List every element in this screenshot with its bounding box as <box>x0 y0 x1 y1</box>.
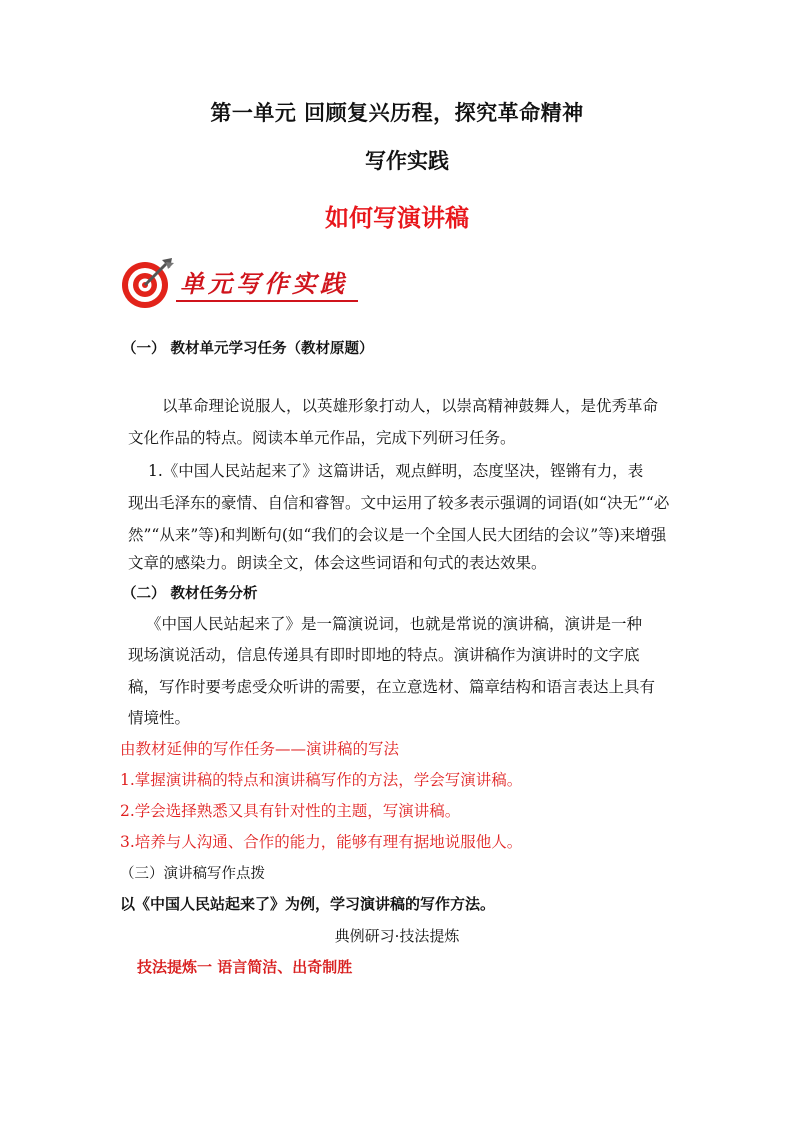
analysis-line-2: 现场演说活动，信息传递具有即时即地的特点。演讲稿作为演讲时的文字底 <box>128 646 640 664</box>
goal-item-3: 3.培养与人沟通、合作的能力，能够有理有据地说服他人。 <box>120 833 523 851</box>
banner-label: 单元写作实践 <box>180 269 348 298</box>
topic-title: 如何写演讲稿 <box>325 204 469 232</box>
intro-line-2: 文化作品的特点。阅读本单元作品，完成下列研习任务。 <box>128 429 516 447</box>
goal-item-2: 2.学会选择熟悉又具有针对性的主题，写演讲稿。 <box>120 802 461 820</box>
intro-line-1: 以革命理论说服人，以英雄形象打动人，以崇高精神鼓舞人，是优秀革命 <box>162 397 659 415</box>
technique-heading: 技法提炼一 语言简洁、出奇制胜 <box>137 958 353 976</box>
analysis-line-1: 《中国人民站起来了》是一篇演说词，也就是常说的演讲稿，演讲是一种 <box>146 615 643 633</box>
banner-underline <box>176 300 358 302</box>
section2-heading: （二） 教材任务分析 <box>122 586 258 602</box>
goal-item-1: 1.掌握演讲稿的特点和演讲稿写作的方法，学会写演讲稿。 <box>120 771 523 789</box>
analysis-line-3: 稿，写作时要考虑受众听讲的需要，在立意选材、篇章结构和语言表达上具有 <box>128 678 656 696</box>
section1-heading: （一） 教材单元学习任务（教材原题） <box>122 341 374 357</box>
section3-lead: 以《中国人民站起来了》为例，学习演讲稿的写作方法。 <box>120 895 496 913</box>
section-banner <box>118 256 358 310</box>
extended-task-heading: 由教材延伸的写作任务——演讲稿的写法 <box>120 740 400 758</box>
section3-heading: （三）演讲稿写作点拨 <box>120 866 265 882</box>
analysis-line-4: 情境性。 <box>128 709 191 727</box>
task-line-1: 1.《中国人民站起来了》这篇讲话，观点鲜明，态度坚决，铿锵有力，表 <box>148 462 644 480</box>
task-line-3: 然”“从来”等)和判断句(如“我们的会议是一个全国人民大团结的会议”等)来增强 <box>128 526 667 544</box>
unit-title: 第一单元 回顾复兴历程，探究革命精神 <box>210 101 584 125</box>
page-subtitle: 写作实践 <box>365 149 449 173</box>
target-icon <box>118 256 176 310</box>
task-line-4: 文章的感染力。朗读全文，体会这些词语和句式的表达效果。 <box>128 554 547 572</box>
example-subheading: 典例研习·技法提炼 <box>334 927 460 945</box>
task-line-2: 现出毛泽东的豪情、自信和睿智。文中运用了较多表示强调的词语(如“决无”“必 <box>128 494 670 512</box>
